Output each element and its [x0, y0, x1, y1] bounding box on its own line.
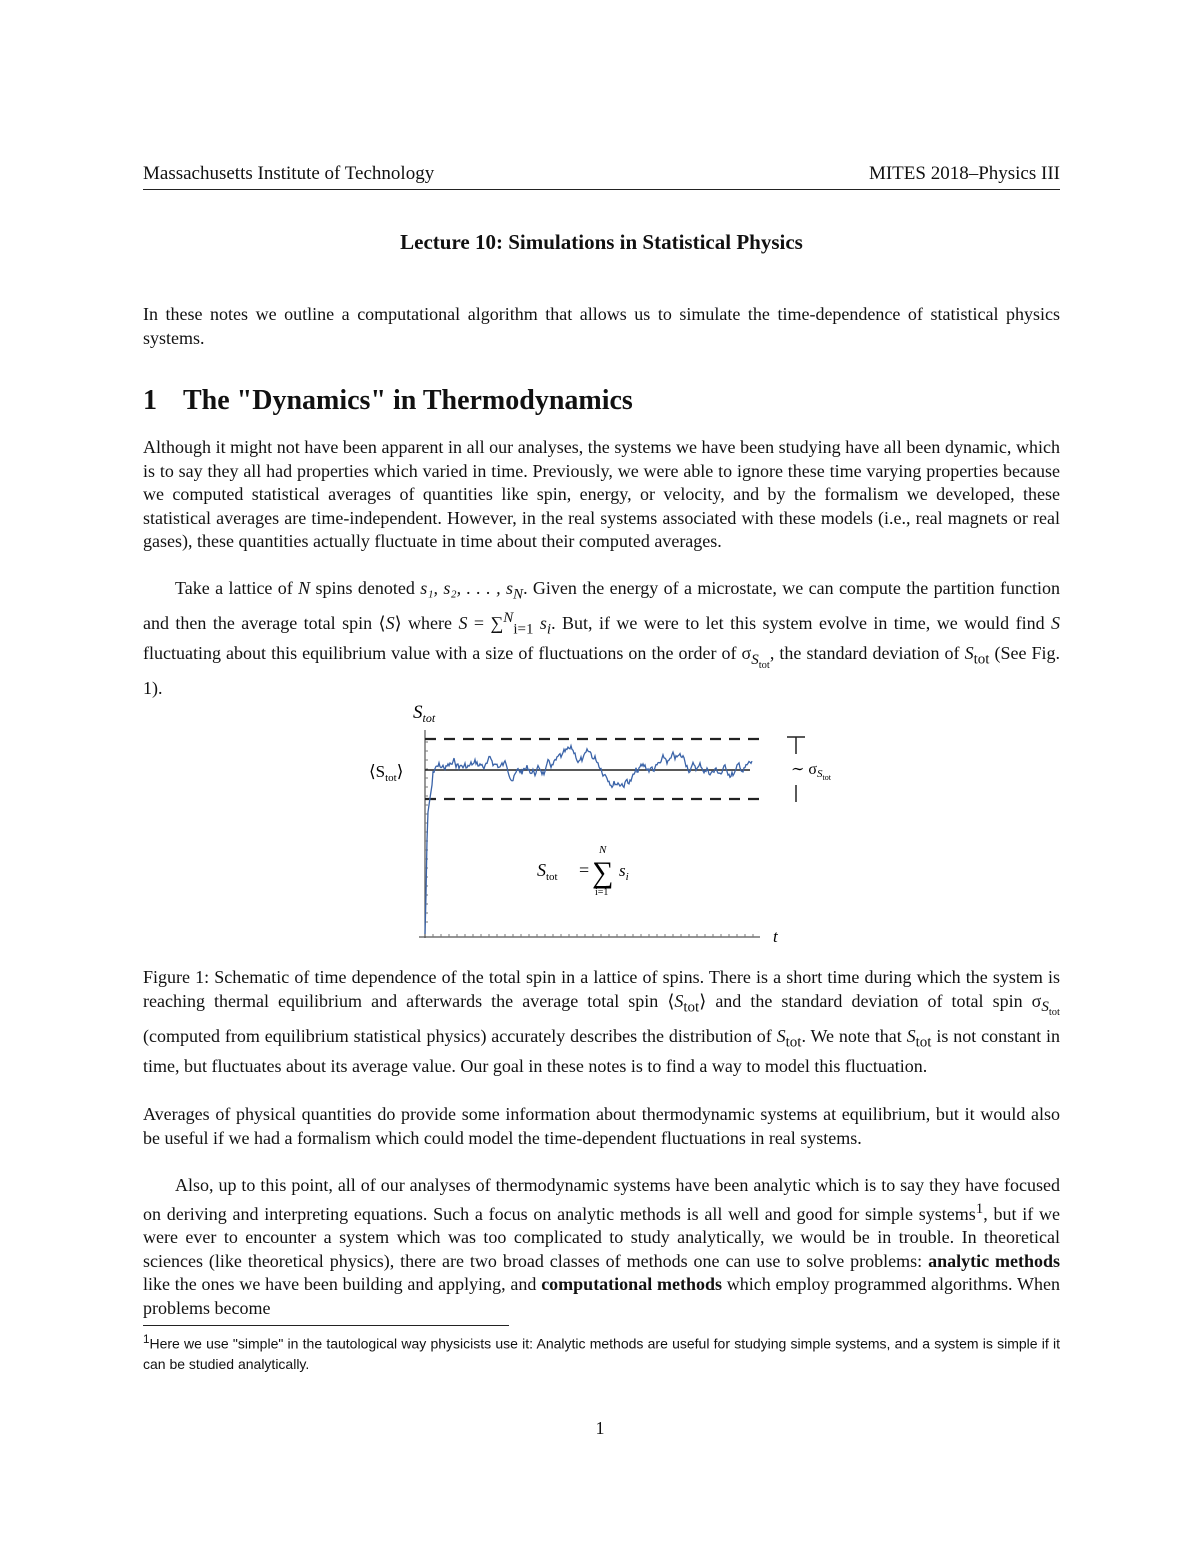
sigma-label: ∼ σStot — [791, 761, 831, 782]
footnote-rule — [143, 1325, 509, 1326]
mean-label: $⟨S_{tot}⟩$ — [369, 762, 404, 784]
running-header — [143, 163, 1060, 190]
section-number: 1 — [143, 385, 157, 416]
lecture-title: Lecture 10: Simulations in Statistical Physics — [400, 230, 803, 254]
paragraph-4: Also, up to this point, all of our analyses of thermodynamic systems have been analytic which is to say they have focused on deriving and interpreting equations. Such a focus on analytic methods is all well and good for simple systems$^1$, but if we were ever to encounter a system which was too complicated to study analytically, we would be in trouble. In theoretical sciences (like theoretical physics), there are two broad classes of methods one can use to solve problems: analytic methods like the ones we have been building and applying, and computational methods which employ programmed algorithms. When problems become — [143, 1175, 1061, 1318]
svg-text:∑: ∑ — [592, 856, 614, 889]
header-course: MITES 2018–Physics III — [868, 163, 1060, 184]
total-spin-formula — [537, 844, 629, 898]
svg-text:i=1: i=1 — [595, 887, 609, 898]
section-title: The "Dynamics" in Thermodynamics — [183, 385, 633, 416]
header-institution: Massachusetts Institute of Technology — [143, 163, 435, 184]
total-spin-series — [425, 746, 752, 934]
footnote: $^1$Here we use "simple" in the tautological way physicists use it: Analytic methods are useful for studying simple systems, and a system is simple if it can be studied analytically. — [143, 1333, 1060, 1372]
svg-text:Stot: $S_{tot}$ — [537, 860, 558, 883]
paragraph-1: Although it might not have been apparent in all our analyses, the systems we have been studying have all been dynamic, which is to say they all had properties which varied in time. Previously, we were able to ignore these time varying properties because we computed statistical averages of quantities like spin, energy, or velocity, and by the formalism we developed, these statistical averages are time-independent. However, in the real systems associated with these models (i.e., real magnets or real gases), these quantities actually fluctuate in time about their computed averages. — [143, 437, 1060, 551]
paragraph-2: Take a lattice of N spins denoted s₁, s₂, . . . , $s_N$. Given the energy of a microstate, we can compute the partition function and then the average total spin ⟨S⟩ where S = ∑$^N_{i=1}$ $s_i$. But, if we were to let this system evolve in time, we would find S fluctuating about this equilibrium value with a size of fluctuations on the order of $\sigma_{S_{tot}}$, the standard deviation of $S_{tot}$ (See Fig. 1). — [143, 578, 1061, 699]
svg-text:=: = — [579, 860, 590, 880]
footnote-ref: 1 — [975, 1200, 984, 1217]
section-heading — [143, 385, 633, 417]
spin-fluctuation-figure — [355, 690, 835, 950]
page-number: 1 — [595, 1418, 605, 1438]
figure-caption: Figure 1: Schematic of time dependence of the total spin in a lattice of spins. There is a short time during which the system is reaching thermal equilibrium and afterwards the average total spin $⟨S_{tot}⟩$ and the standard deviation of total spin $\sigma_{S_{tot}}$ (computed from equilibrium statistical physics) accurately describes the distribution of $S_{tot}$. We note that $S_{tot}$ is not constant in time, but fluctuates about its average value. Our goal in these notes is to find a way to model this fluctuation. — [143, 967, 1060, 1076]
svg-text:si: $s_i$ — [619, 861, 629, 883]
x-axis-label: t — [773, 927, 778, 946]
y-axis-label: $S_{tot}$ — [413, 702, 436, 725]
intro-paragraph: In these notes we outline a computational algorithm that allows us to simulate the time-dependence of statistical physics systems. — [143, 304, 1060, 348]
svg-text:N: N — [599, 844, 607, 856]
paragraph-3: Averages of physical quantities do provide some information about thermodynamic systems at equilibrium, but it would also be useful if we had a formalism which could model the time-dependent fluctuations in real systems. — [143, 1104, 1060, 1148]
